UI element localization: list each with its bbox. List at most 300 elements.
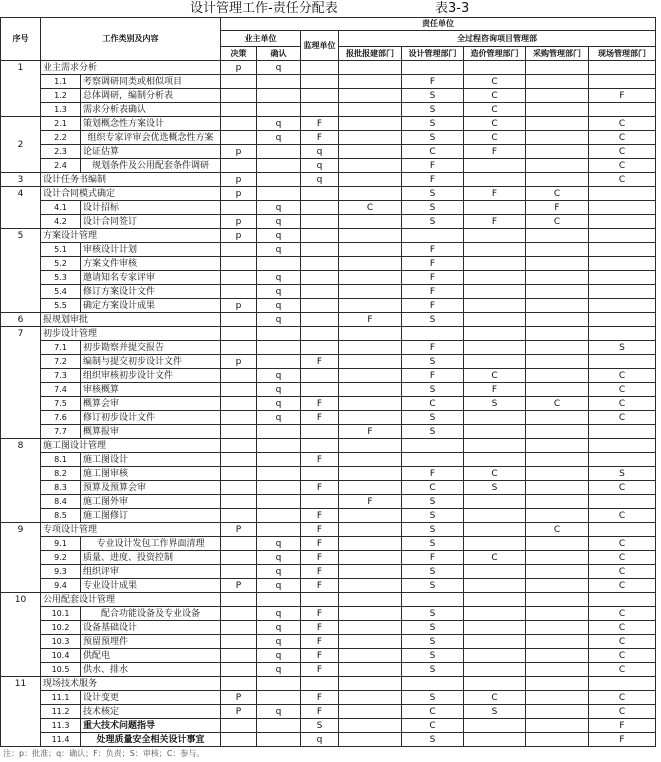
item-number: 9.4	[41, 579, 81, 593]
supervisor-cell	[301, 593, 339, 607]
site-dept-cell	[589, 229, 656, 243]
approval-dept-cell	[339, 145, 402, 159]
confirm-cell: q	[257, 131, 301, 145]
decision-cell	[221, 537, 257, 551]
design-dept-cell	[402, 439, 464, 453]
header-owner-unit: 业主单位	[221, 31, 301, 47]
design-dept-cell: F	[402, 243, 464, 257]
decision-cell	[221, 593, 257, 607]
item-number: 7.2	[41, 355, 81, 369]
cost-dept-cell: F	[464, 215, 526, 229]
section-row	[1, 677, 656, 691]
supervisor-cell	[301, 327, 339, 341]
approval-dept-cell	[339, 579, 402, 593]
site-dept-cell: C	[589, 145, 656, 159]
cost-dept-cell	[464, 271, 526, 285]
item-number: 10.1	[41, 607, 81, 621]
item-text: 审核设计计划	[81, 243, 221, 257]
supervisor-cell	[301, 215, 339, 229]
section-number: 2	[1, 117, 41, 173]
design-dept-cell: S	[402, 425, 464, 439]
confirm-cell: q	[257, 607, 301, 621]
item-row	[1, 495, 656, 509]
decision-cell: P	[221, 705, 257, 719]
item-row	[1, 383, 656, 397]
cost-dept-cell	[464, 453, 526, 467]
design-dept-cell: S	[402, 103, 464, 117]
decision-cell	[221, 663, 257, 677]
item-text: 修订初步设计文件	[81, 411, 221, 425]
site-dept-cell	[589, 523, 656, 537]
design-dept-cell	[402, 593, 464, 607]
confirm-cell: q	[257, 313, 301, 327]
approval-dept-cell	[339, 691, 402, 705]
item-number: 4.2	[41, 215, 81, 229]
approval-dept-cell	[339, 61, 402, 75]
item-row	[1, 425, 656, 439]
supervisor-cell	[301, 89, 339, 103]
design-dept-cell: C	[402, 481, 464, 495]
design-dept-cell: C	[402, 719, 464, 733]
decision-cell	[221, 243, 257, 257]
site-dept-cell	[589, 313, 656, 327]
section-number: 1	[1, 61, 41, 117]
section-number: 8	[1, 439, 41, 523]
item-number: 11.3	[41, 719, 81, 733]
decision-cell	[221, 327, 257, 341]
confirm-cell: q	[257, 61, 301, 75]
site-dept-cell: C	[589, 705, 656, 719]
site-dept-cell: C	[589, 691, 656, 705]
item-row	[1, 271, 656, 285]
item-text: 设计变更	[81, 691, 221, 705]
cost-dept-cell	[464, 173, 526, 187]
design-dept-cell: S	[402, 579, 464, 593]
header-procurement-dept: 采购管理部门	[526, 47, 589, 61]
confirm-cell: q	[257, 215, 301, 229]
site-dept-cell: C	[589, 397, 656, 411]
item-row	[1, 201, 656, 215]
confirm-cell	[257, 453, 301, 467]
item-text: 组织评审	[81, 565, 221, 579]
cost-dept-cell	[464, 327, 526, 341]
decision-cell	[221, 411, 257, 425]
cost-dept-cell	[464, 719, 526, 733]
design-dept-cell	[402, 229, 464, 243]
supervisor-cell	[301, 467, 339, 481]
decision-cell	[221, 75, 257, 89]
site-dept-cell	[589, 677, 656, 691]
item-number: 9.3	[41, 565, 81, 579]
approval-dept-cell	[339, 593, 402, 607]
procurement-dept-cell	[526, 719, 589, 733]
site-dept-cell: C	[589, 173, 656, 187]
approval-dept-cell: C	[339, 201, 402, 215]
item-row	[1, 215, 656, 229]
design-dept-cell: S	[402, 621, 464, 635]
approval-dept-cell	[339, 733, 402, 747]
decision-cell	[221, 271, 257, 285]
item-number: 7.7	[41, 425, 81, 439]
supervisor-cell: q	[301, 145, 339, 159]
supervisor-cell	[301, 75, 339, 89]
item-number: 5.5	[41, 299, 81, 313]
design-dept-cell: S	[402, 383, 464, 397]
approval-dept-cell	[339, 551, 402, 565]
decision-cell	[221, 439, 257, 453]
section-number: 11	[1, 677, 41, 747]
procurement-dept-cell	[526, 481, 589, 495]
item-row	[1, 537, 656, 551]
decision-cell	[221, 467, 257, 481]
approval-dept-cell	[339, 649, 402, 663]
section-number: 6	[1, 313, 41, 327]
item-text: 方案文件审核	[81, 257, 221, 271]
item-text: 预算及预算会审	[81, 481, 221, 495]
item-text: 邀请知名专家评审	[81, 271, 221, 285]
cost-dept-cell: C	[464, 551, 526, 565]
table-header	[1, 18, 656, 61]
approval-dept-cell	[339, 663, 402, 677]
procurement-dept-cell: C	[526, 397, 589, 411]
confirm-cell: q	[257, 705, 301, 719]
cost-dept-cell: S	[464, 397, 526, 411]
cost-dept-cell	[464, 495, 526, 509]
item-number: 10.3	[41, 635, 81, 649]
item-text: 修订方案设计文件	[81, 285, 221, 299]
item-number: 7.1	[41, 341, 81, 355]
decision-cell	[221, 495, 257, 509]
item-text: 质量、进度、投资控制	[81, 551, 221, 565]
decision-cell	[221, 201, 257, 215]
site-dept-cell: C	[589, 509, 656, 523]
supervisor-cell: F	[301, 131, 339, 145]
confirm-cell	[257, 103, 301, 117]
site-dept-cell	[589, 593, 656, 607]
item-text: 组织审核初步设计文件	[81, 369, 221, 383]
item-text: 预留预埋件	[81, 635, 221, 649]
supervisor-cell: F	[301, 551, 339, 565]
design-dept-cell: S	[402, 607, 464, 621]
supervisor-cell: F	[301, 481, 339, 495]
item-text: 供配电	[81, 649, 221, 663]
procurement-dept-cell	[526, 551, 589, 565]
procurement-dept-cell	[526, 243, 589, 257]
item-number: 4.1	[41, 201, 81, 215]
design-dept-cell	[402, 677, 464, 691]
item-row	[1, 369, 656, 383]
confirm-cell	[257, 75, 301, 89]
approval-dept-cell	[339, 677, 402, 691]
confirm-cell	[257, 677, 301, 691]
procurement-dept-cell	[526, 341, 589, 355]
design-dept-cell: S	[402, 635, 464, 649]
supervisor-cell: F	[301, 705, 339, 719]
item-text: 设备基础设计	[81, 621, 221, 635]
site-dept-cell: C	[589, 649, 656, 663]
confirm-cell	[257, 89, 301, 103]
decision-cell	[221, 257, 257, 271]
design-dept-cell: F	[402, 369, 464, 383]
supervisor-cell: F	[301, 453, 339, 467]
confirm-cell	[257, 425, 301, 439]
item-text: 重大技术问题指导	[81, 719, 221, 733]
section-row	[1, 523, 656, 537]
approval-dept-cell	[339, 89, 402, 103]
design-dept-cell: S	[402, 565, 464, 579]
procurement-dept-cell: C	[526, 215, 589, 229]
item-row	[1, 159, 656, 173]
procurement-dept-cell	[526, 159, 589, 173]
supervisor-cell: F	[301, 663, 339, 677]
cost-dept-cell: C	[464, 467, 526, 481]
approval-dept-cell	[339, 635, 402, 649]
supervisor-cell	[301, 187, 339, 201]
cost-dept-cell	[464, 607, 526, 621]
item-number: 10.4	[41, 649, 81, 663]
confirm-cell	[257, 327, 301, 341]
procurement-dept-cell	[526, 285, 589, 299]
design-dept-cell	[402, 453, 464, 467]
procurement-dept-cell	[526, 229, 589, 243]
item-number: 2.1	[41, 117, 81, 131]
decision-cell: p	[221, 229, 257, 243]
item-text: 确定方案设计成果	[81, 299, 221, 313]
site-dept-cell: F	[589, 719, 656, 733]
item-number: 1.2	[41, 89, 81, 103]
procurement-dept-cell: C	[526, 523, 589, 537]
supervisor-cell: q	[301, 159, 339, 173]
cost-dept-cell: C	[464, 369, 526, 383]
cost-dept-cell: F	[464, 383, 526, 397]
item-text: 配合功能设备及专业设备	[81, 607, 221, 621]
section-row	[1, 173, 656, 187]
cost-dept-cell	[464, 733, 526, 747]
confirm-cell: q	[257, 299, 301, 313]
item-text: 施工图修订	[81, 509, 221, 523]
approval-dept-cell	[339, 271, 402, 285]
item-text: 初步勘察并提交报告	[81, 341, 221, 355]
decision-cell	[221, 509, 257, 523]
item-row	[1, 243, 656, 257]
site-dept-cell	[589, 243, 656, 257]
supervisor-cell: F	[301, 607, 339, 621]
supervisor-cell: F	[301, 117, 339, 131]
decision-cell: p	[221, 145, 257, 159]
design-dept-cell	[402, 61, 464, 75]
item-row	[1, 131, 656, 145]
cost-dept-cell: C	[464, 89, 526, 103]
procurement-dept-cell	[526, 313, 589, 327]
site-dept-cell	[589, 495, 656, 509]
confirm-cell	[257, 355, 301, 369]
item-number: 11.1	[41, 691, 81, 705]
header-owner-confirm: 确认	[257, 47, 301, 61]
cost-dept-cell	[464, 61, 526, 75]
confirm-cell	[257, 481, 301, 495]
supervisor-cell: F	[301, 537, 339, 551]
supervisor-cell: F	[301, 397, 339, 411]
procurement-dept-cell	[526, 607, 589, 621]
cost-dept-cell: C	[464, 131, 526, 145]
decision-cell: P	[221, 579, 257, 593]
confirm-cell	[257, 173, 301, 187]
item-text: 组织专家评审会优选概念性方案	[81, 131, 221, 145]
item-number: 11.2	[41, 705, 81, 719]
confirm-cell	[257, 145, 301, 159]
decision-cell	[221, 383, 257, 397]
supervisor-cell	[301, 341, 339, 355]
item-text: 施工图审核	[81, 467, 221, 481]
procurement-dept-cell	[526, 593, 589, 607]
procurement-dept-cell	[526, 411, 589, 425]
site-dept-cell: C	[589, 579, 656, 593]
header-pm-department: 全过程咨询项目管理部	[339, 31, 656, 47]
item-number: 8.1	[41, 453, 81, 467]
cost-dept-cell	[464, 677, 526, 691]
supervisor-cell: q	[301, 173, 339, 187]
responsibility-table	[0, 17, 656, 747]
decision-cell	[221, 103, 257, 117]
approval-dept-cell	[339, 187, 402, 201]
cost-dept-cell	[464, 299, 526, 313]
approval-dept-cell	[339, 481, 402, 495]
item-number: 8.4	[41, 495, 81, 509]
item-row	[1, 719, 656, 733]
decision-cell	[221, 89, 257, 103]
supervisor-cell	[301, 495, 339, 509]
site-dept-cell	[589, 355, 656, 369]
item-number: 7.6	[41, 411, 81, 425]
site-dept-cell	[589, 61, 656, 75]
cost-dept-cell	[464, 621, 526, 635]
site-dept-cell	[589, 425, 656, 439]
supervisor-cell	[301, 285, 339, 299]
approval-dept-cell	[339, 453, 402, 467]
decision-cell	[221, 425, 257, 439]
site-dept-cell	[589, 201, 656, 215]
decision-cell: p	[221, 355, 257, 369]
item-number: 7.4	[41, 383, 81, 397]
header-work-content: 工作类别及内容	[41, 18, 221, 61]
procurement-dept-cell	[526, 327, 589, 341]
cost-dept-cell: C	[464, 103, 526, 117]
item-row	[1, 411, 656, 425]
design-dept-cell: F	[402, 551, 464, 565]
section-row	[1, 313, 656, 327]
item-text: 论证估算	[81, 145, 221, 159]
supervisor-cell: F	[301, 411, 339, 425]
item-number: 8.3	[41, 481, 81, 495]
decision-cell	[221, 565, 257, 579]
procurement-dept-cell	[526, 299, 589, 313]
item-row	[1, 481, 656, 495]
confirm-cell: q	[257, 369, 301, 383]
confirm-cell: q	[257, 579, 301, 593]
section-title: 施工图设计管理	[41, 439, 221, 453]
confirm-cell: q	[257, 551, 301, 565]
item-number: 5.4	[41, 285, 81, 299]
cost-dept-cell	[464, 537, 526, 551]
design-dept-cell: S	[402, 355, 464, 369]
procurement-dept-cell	[526, 649, 589, 663]
item-number: 5.3	[41, 271, 81, 285]
procurement-dept-cell	[526, 131, 589, 145]
item-row	[1, 635, 656, 649]
section-number: 4	[1, 187, 41, 229]
site-dept-cell: C	[589, 621, 656, 635]
procurement-dept-cell	[526, 369, 589, 383]
header-design-dept: 设计管理部门	[402, 47, 464, 61]
design-dept-cell: S	[402, 187, 464, 201]
procurement-dept-cell	[526, 467, 589, 481]
confirm-cell	[257, 733, 301, 747]
decision-cell	[221, 159, 257, 173]
decision-cell	[221, 313, 257, 327]
site-dept-cell	[589, 439, 656, 453]
design-dept-cell: S	[402, 131, 464, 145]
procurement-dept-cell	[526, 663, 589, 677]
item-row	[1, 355, 656, 369]
decision-cell	[221, 369, 257, 383]
header-row-1	[1, 18, 656, 31]
item-text: 专业设计发包工作界面清理	[81, 537, 221, 551]
procurement-dept-cell	[526, 173, 589, 187]
cost-dept-cell	[464, 341, 526, 355]
item-text: 处理质量安全相关设计事宜	[81, 733, 221, 747]
cost-dept-cell	[464, 635, 526, 649]
site-dept-cell	[589, 75, 656, 89]
design-dept-cell: S	[402, 733, 464, 747]
site-dept-cell: C	[589, 131, 656, 145]
design-dept-cell: S	[402, 313, 464, 327]
section-number: 3	[1, 173, 41, 187]
procurement-dept-cell	[526, 75, 589, 89]
section-row	[1, 229, 656, 243]
design-dept-cell: S	[402, 215, 464, 229]
cost-dept-cell	[464, 509, 526, 523]
confirm-cell: q	[257, 537, 301, 551]
decision-cell	[221, 397, 257, 411]
supervisor-cell	[301, 383, 339, 397]
procurement-dept-cell	[526, 621, 589, 635]
item-text: 施工图外审	[81, 495, 221, 509]
site-dept-cell	[589, 257, 656, 271]
supervisor-cell	[301, 425, 339, 439]
design-dept-cell: S	[402, 663, 464, 677]
cost-dept-cell	[464, 565, 526, 579]
supervisor-cell: F	[301, 635, 339, 649]
design-dept-cell: F	[402, 257, 464, 271]
site-dept-cell: C	[589, 635, 656, 649]
item-text: 编制与提交初步设计文件	[81, 355, 221, 369]
section-title: 报规划审批	[41, 313, 221, 327]
design-dept-cell: S	[402, 411, 464, 425]
site-dept-cell	[589, 327, 656, 341]
item-text: 需求分析表确认	[81, 103, 221, 117]
approval-dept-cell	[339, 285, 402, 299]
decision-cell: p	[221, 299, 257, 313]
approval-dept-cell: F	[339, 313, 402, 327]
decision-cell	[221, 551, 257, 565]
item-row	[1, 579, 656, 593]
cost-dept-cell	[464, 229, 526, 243]
procurement-dept-cell	[526, 257, 589, 271]
approval-dept-cell	[339, 327, 402, 341]
supervisor-cell: F	[301, 509, 339, 523]
design-dept-cell: F	[402, 341, 464, 355]
procurement-dept-cell	[526, 565, 589, 579]
